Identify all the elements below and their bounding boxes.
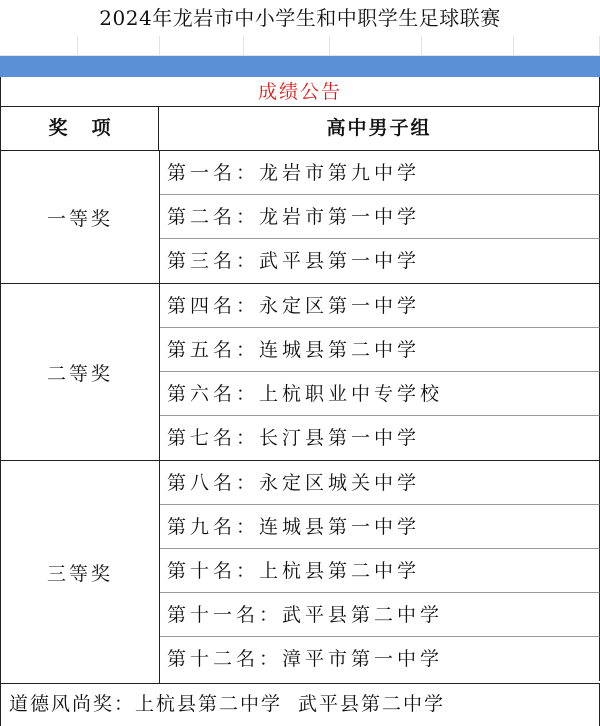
award-column-header: 奖项 <box>0 107 159 150</box>
place-row: 第七名：长汀县第一中学 <box>160 416 600 460</box>
place-row: 第一名：龙岩市第九中学 <box>160 151 600 195</box>
place-row: 第六名：上杭职业中专学校 <box>160 372 600 416</box>
award-group-third <box>0 461 600 684</box>
page-title: 2024年龙岩市中小学生和中职学生足球联赛 <box>99 6 501 30</box>
sportsmanship-label: 道德风尚奖： <box>9 693 136 715</box>
accent-bar <box>0 56 600 77</box>
place-row: 第十名：上杭县第二中学 <box>160 549 600 593</box>
award-group-second <box>0 284 600 461</box>
place-row: 第十二名：漳平市第一中学 <box>160 637 600 681</box>
award-label: 三等奖 <box>0 461 160 683</box>
award-group-first <box>0 151 600 284</box>
spreadsheet-grid-row <box>0 36 600 56</box>
award-label: 一等奖 <box>0 151 160 283</box>
place-row: 第八名：永定区城关中学 <box>160 461 600 505</box>
place-row: 第三名：武平县第一中学 <box>160 239 600 283</box>
place-row: 第四名：永定区第一中学 <box>160 284 600 328</box>
award-label: 二等奖 <box>0 284 160 460</box>
sportsmanship-winner: 武平县第二中学 <box>298 693 446 715</box>
place-row: 第十一名：武平县第二中学 <box>160 593 600 637</box>
results-title: 成绩公告 <box>0 77 600 106</box>
sportsmanship-award <box>0 684 600 726</box>
sportsmanship-winner: 上杭县第二中学 <box>135 693 283 715</box>
table-header <box>0 106 600 151</box>
place-row: 第二名：龙岩市第一中学 <box>160 195 600 239</box>
group-column-header: 高中男子组 <box>160 107 599 150</box>
place-row: 第五名：连城县第二中学 <box>160 328 600 372</box>
place-row: 第九名：连城县第一中学 <box>160 505 600 549</box>
